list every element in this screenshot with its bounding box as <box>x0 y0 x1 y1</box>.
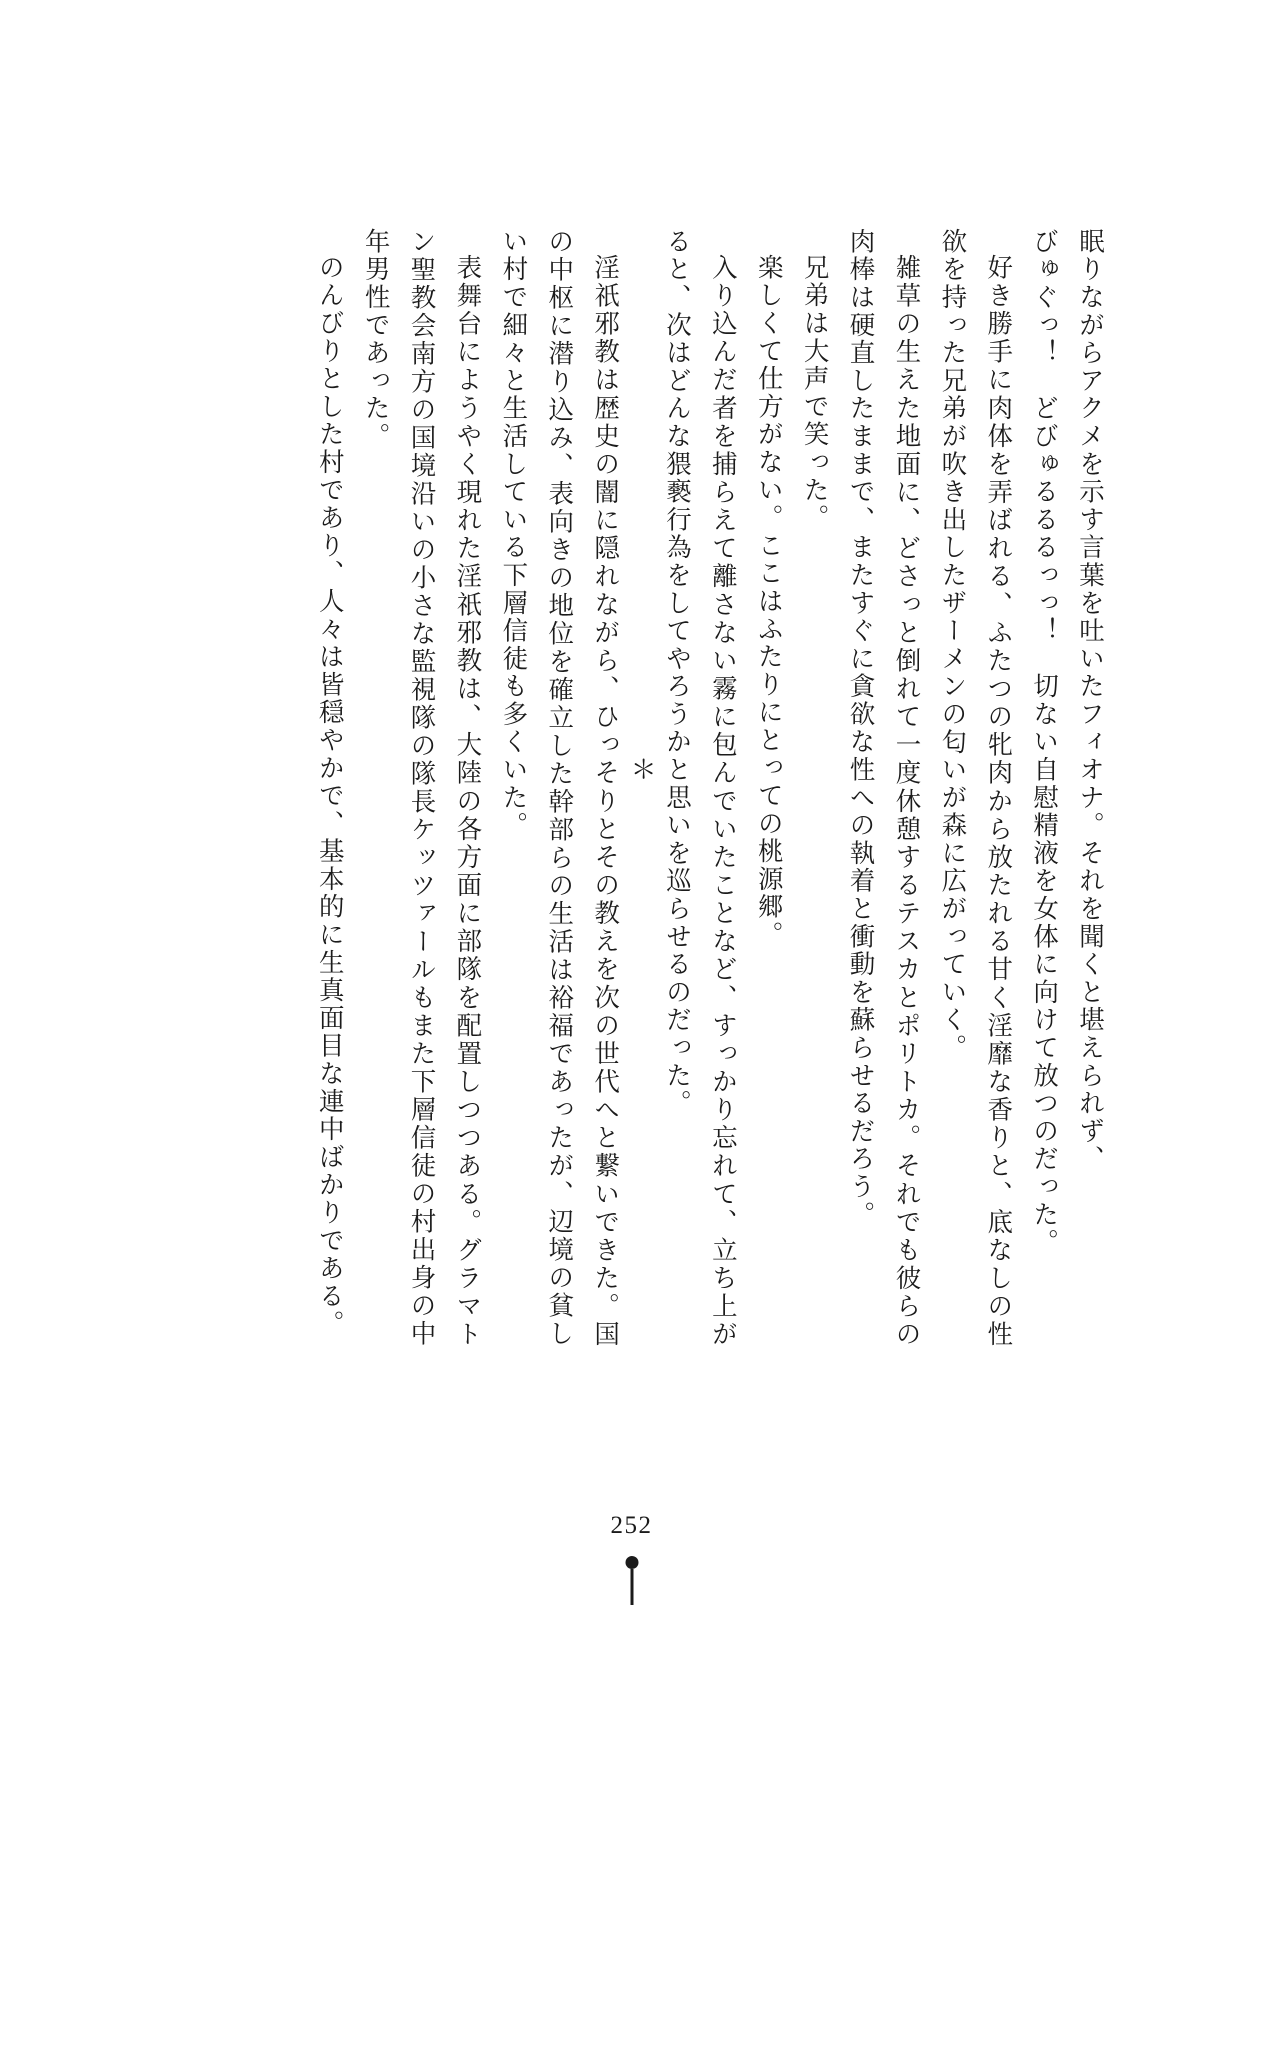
section-separator <box>627 228 657 1348</box>
paragraph: びゅぐっ！ どびゅるるるっっ！ 切ない自慰精液を女体に向けて放つのだった。 <box>1030 228 1060 1257</box>
paragraph: 好き勝手に肉体を弄ばれる、ふたつの牝肉から放たれる甘く淫靡な香りと、底なしの性欲を持った兄弟が吹き出したザーメンの匂いが森に広がっていく。 <box>938 228 1014 1348</box>
separator-glyph: ＊ <box>627 755 657 785</box>
footer-rule-ornament <box>630 1569 633 1605</box>
page-number: 252 <box>610 1512 653 1539</box>
paragraph: 入り込んだ者を捕らえて離さない霧に包んでいたことなど、すっかり忘れて、立ち上がると、次はどんな猥褻行為をしてやろうかと思いを巡らせるのだった。 <box>662 228 738 1348</box>
paragraph: 淫祇邪教は歴史の闇に隠れながら、ひっそりとその教えを次の世代へと繋いできた。国の中枢に潜り込み、表向きの地位を確立した幹部らの生活は裕福であったが、辺境の貧しい村で細々と生活している下層信徒も多くいた。 <box>499 228 621 1348</box>
footer-dot-ornament <box>625 1556 638 1569</box>
body-text-vertical <box>123 228 1113 1348</box>
paragraph: 眠りながらアクメを示す言葉を吐いたフィオナ。それを聞くと堪えられず、 <box>1076 228 1105 1174</box>
paragraph: 雑草の生えた地面に、どさっと倒れて一度休憩するテスカとポリトカ。それでも彼らの肉棒は硬直したままで、またすぐに貪欲な性への執着と衝動を蘇らせるだろう。 <box>846 228 922 1348</box>
paragraph: 楽しくて仕方がない。ここはふたりにとっての桃源郷。 <box>754 253 784 949</box>
paragraph: のんびりとした村であり、人々は皆穏やかで、基本的に生真面目な連中ばかりである。 <box>315 253 345 1338</box>
paragraph: 兄弟は大声で笑った。 <box>800 253 830 532</box>
paragraph: 表舞台にようやく現れた淫祇邪教は、大陸の各方面に部隊を配置しつつある。グラマトン聖教会南方の国境沿いの小さな監視隊の隊長ケッツァールもまた下層信徒の村出身の中年男性であった。 <box>361 228 483 1348</box>
